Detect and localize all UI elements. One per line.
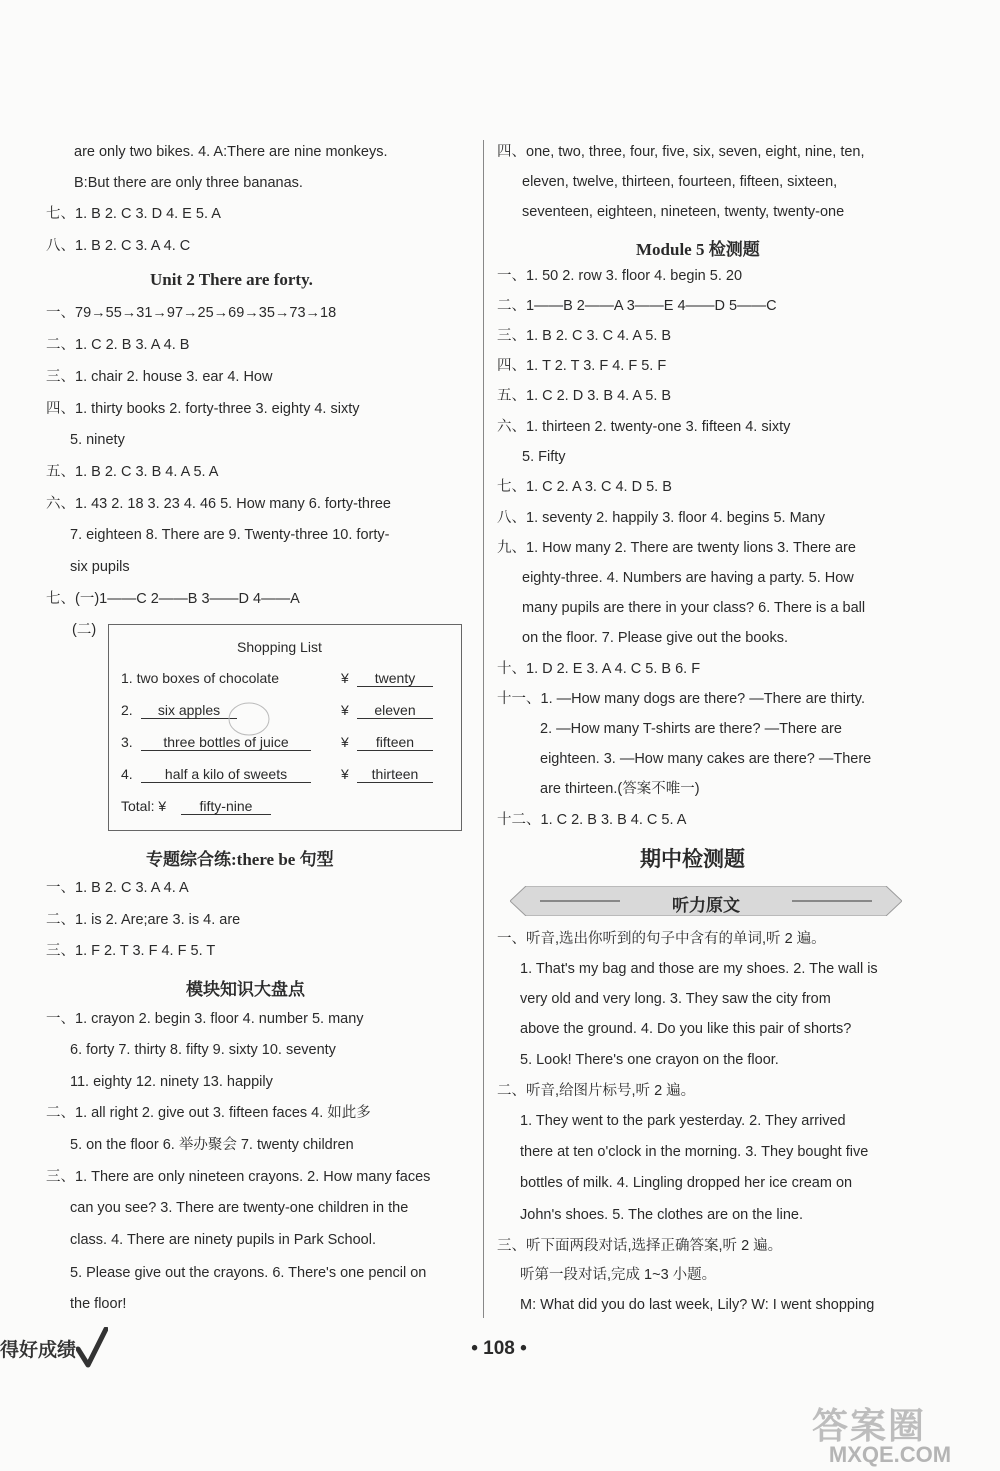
shopping-item-answer: six apples <box>141 702 237 719</box>
watermark-url: MXQE.COM <box>828 1442 952 1467</box>
answer-line: 七、1. C 2. A 3. C 4. D 5. B <box>497 479 672 495</box>
section-heading-midterm: 期中检测题 <box>640 847 745 871</box>
listening-banner <box>510 886 902 916</box>
text-line: 听第一段对话,完成 1~3 小题。 <box>520 1267 717 1283</box>
question-line: 三、听下面两段对话,选择正确答案,听 2 遍。 <box>497 1238 783 1254</box>
shopping-total: fifty-nine <box>181 798 271 815</box>
answer-line: 八、1. seventy 2. happily 3. floor 4. begins 5. Many <box>497 510 826 526</box>
shopping-item-answer: three bottles of juice <box>141 734 311 751</box>
checkmark-icon <box>76 1327 108 1369</box>
yen-symbol: ¥ <box>341 766 349 782</box>
text-line: John's shoes. 5. The clothes are on the line. <box>520 1207 804 1223</box>
text-line: 1. They went to the park yesterday. 2. They arrived <box>520 1113 846 1129</box>
answer-line: 八、1. B 2. C 3. A 4. C <box>46 238 191 254</box>
answer-line: 十二、1. C 2. B 3. B 4. C 5. A <box>497 812 687 828</box>
shopping-item-number: 4. <box>121 766 133 782</box>
shopping-item-number: 2. <box>121 702 133 718</box>
answer-line: 六、1. 43 2. 18 3. 23 4. 46 5. How many 6. forty-three <box>46 496 391 512</box>
text-line: 5. Look! There's one crayon on the floor. <box>520 1052 779 1068</box>
answer-line: 6. forty 7. thirty 8. fifty 9. sixty 10. seventy <box>70 1042 336 1058</box>
answer-line: 十一、1. —How many dogs are there? —There are thirty. <box>497 691 866 707</box>
answer-line: 5. on the floor 6. 举办聚会 7. twenty children <box>70 1137 354 1153</box>
answer-line: can you see? 3. There are twenty-one children in the <box>70 1200 409 1216</box>
answer-line: 二、1. C 2. B 3. A 4. B <box>46 337 190 353</box>
answer-line: 三、1. chair 2. house 3. ear 4. How <box>46 369 273 385</box>
text-line: there at ten o'clock in the morning. 3. They bought five <box>520 1144 869 1160</box>
answer-line: eighteen. 3. —How many cakes are there? —There <box>540 751 872 767</box>
yen-symbol: ¥ <box>341 702 349 718</box>
column-divider <box>483 140 484 1318</box>
watermark-logo: 答案圈 <box>812 1405 927 1446</box>
answer-line: 九、1. How many 2. There are twenty lions 3. There are <box>497 540 856 556</box>
text-line: are only two bikes. 4. A:There are nine monkeys. <box>74 144 388 160</box>
answer-line: 五、1. C 2. D 3. B 4. A 5. B <box>497 388 672 404</box>
answer-line: 二、1——B 2——A 3——E 4——D 5——C <box>497 298 777 314</box>
answer-line: 三、1. B 2. C 3. C 4. A 5. B <box>497 328 672 344</box>
answer-line: (二) <box>72 622 97 638</box>
answer-line: 六、1. thirteen 2. twenty-one 3. fifteen 4. sixty <box>497 419 791 435</box>
answer-line: 一、1. 50 2. row 3. floor 4. begin 5. 20 <box>497 268 743 284</box>
section-heading-review: 模块知识大盘点 <box>186 980 305 999</box>
answer-line: 11. eighty 12. ninety 13. happily <box>70 1074 273 1090</box>
shopping-price: thirteen <box>357 766 433 783</box>
yen-symbol: ¥ <box>341 670 349 686</box>
shopping-total-label: Total: ¥ <box>121 798 167 814</box>
answer-line: many pupils are there in your class? 6. There is a ball <box>522 600 866 616</box>
page-number: • 108 • <box>471 1338 527 1359</box>
text-line: bottles of milk. 4. Lingling dropped her ice cream on <box>520 1175 853 1191</box>
text-line: above the ground. 4. Do you like this pair of shorts? <box>520 1021 852 1037</box>
answer-line: 四、1. thirty books 2. forty-three 3. eighty 4. sixty <box>46 401 360 417</box>
shopping-list-title: Shopping List <box>237 639 322 655</box>
text-line: B:But there are only three bananas. <box>74 175 303 191</box>
answer-line: on the floor. 7. Please give out the books. <box>522 630 789 646</box>
answer-line: eighty-three. 4. Numbers are having a party. 5. How <box>522 570 854 586</box>
shopping-item-answer: half a kilo of sweets <box>141 766 311 783</box>
answer-line: 一、1. crayon 2. begin 3. floor 4. number 5. many <box>46 1011 364 1027</box>
shopping-list-box <box>108 624 462 831</box>
answer-line: six pupils <box>70 559 130 575</box>
answer-line: 一、79→55→31→97→25→69→35→73→18 <box>46 305 337 321</box>
shopping-price: twenty <box>357 670 433 687</box>
stamp-mark <box>225 699 273 739</box>
section-heading-unit2: Unit 2 There are forty. <box>150 270 313 289</box>
answer-line: 5. ninety <box>70 432 125 448</box>
answer-line: 7. eighteen 8. There are 9. Twenty-three 10. forty- <box>70 527 390 543</box>
shopping-price: fifteen <box>357 734 433 751</box>
answer-line: 二、1. all right 2. give out 3. fifteen faces 4. 如此多 <box>46 1105 371 1121</box>
answer-line: 七、1. B 2. C 3. D 4. E 5. A <box>46 206 221 222</box>
answer-line: 二、1. is 2. Are;are 3. is 4. are <box>46 912 241 928</box>
answer-line: 三、1. F 2. T 3. F 4. F 5. T <box>46 943 216 959</box>
answer-line: 5. Fifty <box>522 449 566 465</box>
answer-line: 四、1. T 2. T 3. F 4. F 5. F <box>497 358 667 374</box>
brand-logo-text: 得好成绩 <box>0 1339 77 1361</box>
yen-symbol: ¥ <box>341 734 349 750</box>
answer-line: 四、one, two, three, four, five, six, seven, eight, nine, ten, <box>497 144 865 160</box>
answer-line: 五、1. B 2. C 3. B 4. A 5. A <box>46 464 219 480</box>
text-line: very old and very long. 3. They saw the city from <box>520 991 831 1007</box>
answer-line: seventeen, eighteen, nineteen, twenty, twenty-one <box>522 204 845 220</box>
answer-line: 十、1. D 2. E 3. A 4. C 5. B 6. F <box>497 661 701 677</box>
section-heading-topic: 专题综合练:there be 句型 <box>146 850 334 869</box>
section-heading-module5: Module 5 检测题 <box>636 240 760 259</box>
text-line: M: What did you do last week, Lily? W: I went shopping <box>520 1297 875 1313</box>
answer-line: 七、(一)1——C 2——B 3——D 4——A <box>46 591 300 607</box>
question-line: 一、听音,选出你听到的句子中含有的单词,听 2 遍。 <box>497 931 826 947</box>
answer-line: eleven, twelve, thirteen, fourteen, fifteen, sixteen, <box>522 174 838 190</box>
answer-line: 一、1. B 2. C 3. A 4. A <box>46 880 189 896</box>
text-line: 1. That's my bag and those are my shoes. 2. The wall is <box>520 961 878 977</box>
answer-line: 2. —How many T-shirts are there? —There are <box>540 721 842 737</box>
shopping-price: eleven <box>357 702 433 719</box>
shopping-item-text: 1. two boxes of chocolate <box>121 670 279 686</box>
answer-line: the floor! <box>70 1296 127 1312</box>
answer-line: 三、1. There are only nineteen crayons. 2. How many faces <box>46 1169 431 1185</box>
answer-line: are thirteen.(答案不唯一) <box>540 781 700 797</box>
answer-line: 5. Please give out the crayons. 6. There's one pencil on <box>70 1265 427 1281</box>
watermark <box>790 1398 990 1468</box>
banner-title: 听力原文 <box>672 896 740 916</box>
question-line: 二、听音,给图片标号,听 2 遍。 <box>497 1083 696 1099</box>
answer-line: class. 4. There are ninety pupils in Park School. <box>70 1232 377 1248</box>
shopping-item-number: 3. <box>121 734 133 750</box>
